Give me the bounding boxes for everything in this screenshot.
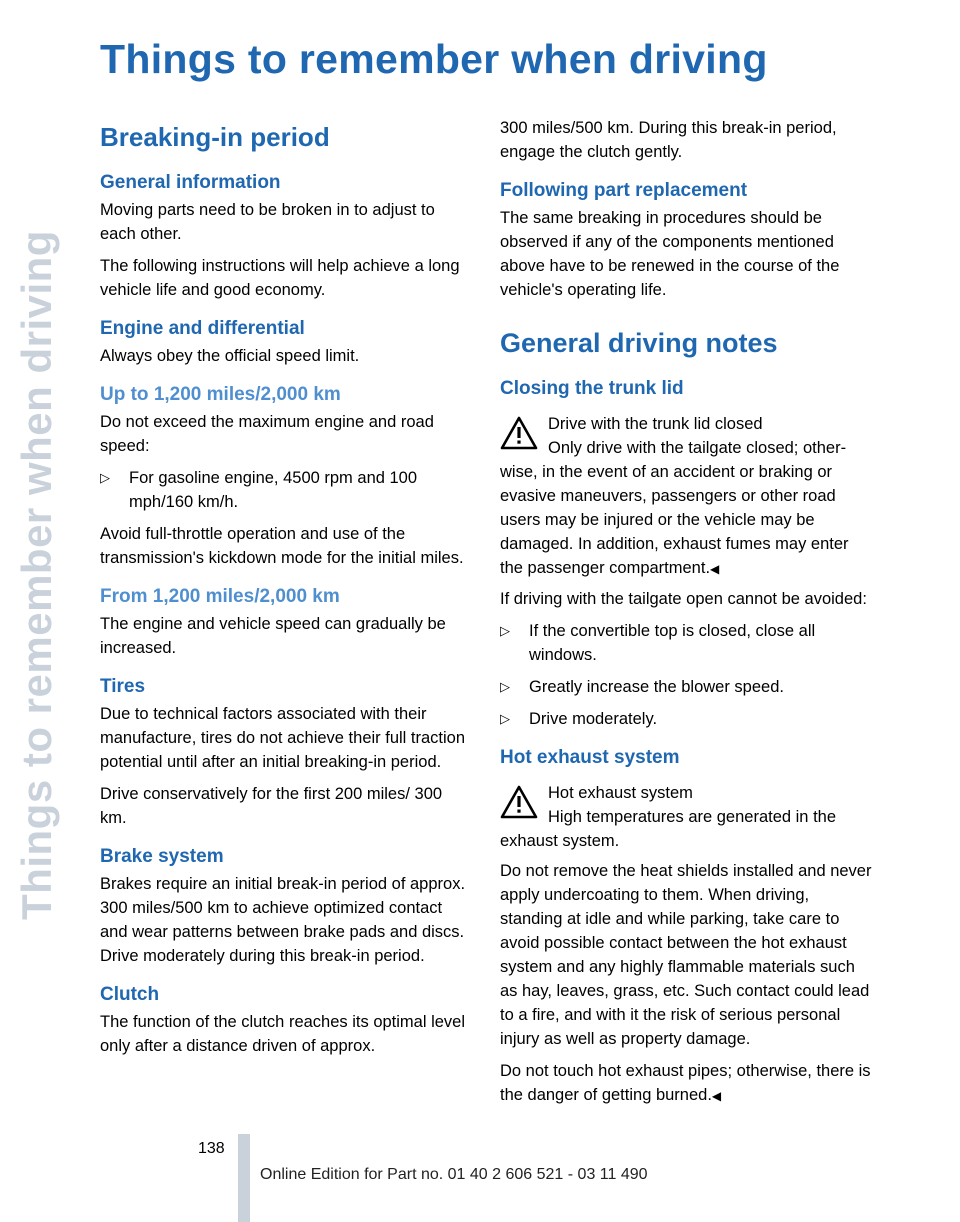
paragraph: Due to technical factors associated with their manufacture, tires do not achieve their full traction potential until after an initial breaking-in period. [100, 705, 466, 771]
page-number: 138 [198, 1140, 225, 1157]
heading-general-driving-notes: General driving notes [500, 328, 778, 358]
paragraph: The engine and vehicle speed can gradually be increased. [100, 615, 446, 657]
heading-following-part-replacement: Following part replacement [500, 180, 748, 201]
footer-bar [238, 1134, 250, 1222]
heading-general-information: General information [100, 172, 281, 193]
heading-from-1200: From 1,200 miles/2,000 km [100, 586, 340, 607]
right-column [500, 116, 872, 1116]
end-mark: ◀ [710, 562, 720, 576]
warning-text: Only drive with the tailgate closed; other- [548, 439, 847, 457]
warning-text-continued [500, 460, 872, 581]
warning-trunk-lid [500, 412, 872, 581]
list-item: ▷ Greatly increase the blower speed. [500, 675, 872, 699]
warning-title: Hot exhaust system [548, 784, 693, 802]
paragraph: 300 miles/500 km. During this break-in period, engage the clutch gently. [500, 119, 837, 161]
side-chapter-title-text: Things to remember when driving [13, 230, 60, 920]
heading-tires: Tires [100, 676, 146, 697]
page-title: Things to remember when driving [100, 36, 768, 82]
paragraph: The following instructions will help achieve a long vehicle life and good economy. [100, 257, 460, 299]
heading-hot-exhaust-system: Hot exhaust system [500, 747, 680, 768]
warning-triangle-icon [500, 416, 538, 450]
paragraph-text: Do not touch hot exhaust pipes; otherwise, there is the danger of getting burned. [500, 1062, 871, 1104]
list-item: ▷ Drive moderately. [500, 707, 872, 731]
paragraph: Do not remove the heat shields installed and never apply undercoating to them. When driving, standing at idle and while parking, take care to avoid possible contact between the hot exhaust system and any highly flammable materials such as hay, leaves, grass, etc. Such contact could lead to a fire, and with it the risk of serious personal injury as well as property damage. [500, 862, 872, 1048]
heading-engine-differential: Engine and differential [100, 318, 305, 339]
heading-breaking-in: Breaking-in period [100, 122, 330, 152]
paragraph [500, 1059, 872, 1108]
paragraph: If driving with the tailgate open cannot be avoided: [500, 590, 867, 608]
end-mark: ◀ [711, 1089, 722, 1103]
warning-text-body: wise, in the event of an accident or braking or evasive maneuvers, passengers or other road users may be injured or the vehicle may be damaged. In addition, exhaust fumes may enter the passenger compartment. [500, 463, 849, 577]
warning-hot-exhaust [500, 781, 872, 853]
paragraph: Moving parts need to be broken in to adjust to each other. [100, 201, 435, 243]
paragraph: Avoid full-throttle operation and use of the transmission's kickdown mode for the initial miles. [100, 525, 464, 567]
warning-text: High temperatures are generated in the [548, 808, 837, 826]
side-chapter-title [0, 0, 74, 1150]
paragraph: Drive conservatively for the first 200 miles/ 300 km. [100, 785, 443, 827]
footer-edition: Online Edition for Part no. 01 40 2 606 521 - 03 11 490 [260, 1166, 648, 1183]
warning-title: Drive with the trunk lid closed [548, 415, 763, 433]
heading-brake-system: Brake system [100, 846, 224, 867]
paragraph: Always obey the official speed limit. [100, 347, 360, 365]
heading-closing-trunk-lid: Closing the trunk lid [500, 378, 684, 399]
paragraph: The function of the clutch reaches its optimal level only after a distance driven of approx. [100, 1013, 466, 1055]
list-item: ▷ For gasoline engine, 4500 rpm and 100 mph/160 km/h. [100, 466, 472, 514]
paragraph: Do not exceed the maximum engine and road speed: [100, 413, 434, 455]
paragraph: The same breaking in procedures should be observed if any of the components mentioned above have to be renewed in the course of the vehicle's operating life. [500, 209, 840, 299]
left-column [100, 112, 472, 1066]
list-item: ▷ If the convertible top is closed, close all windows. [500, 619, 872, 667]
warning-triangle-icon [500, 785, 538, 819]
warning-text-continued: exhaust system. [500, 832, 620, 850]
paragraph: Brakes require an initial break-in period of approx. 300 miles/500 km to achieve optimized contact and wear patterns between brake pads and discs. Drive moderately during this break-in period. [100, 875, 466, 965]
heading-up-to-1200: Up to 1,200 miles/2,000 km [100, 384, 341, 405]
heading-clutch: Clutch [100, 984, 160, 1005]
